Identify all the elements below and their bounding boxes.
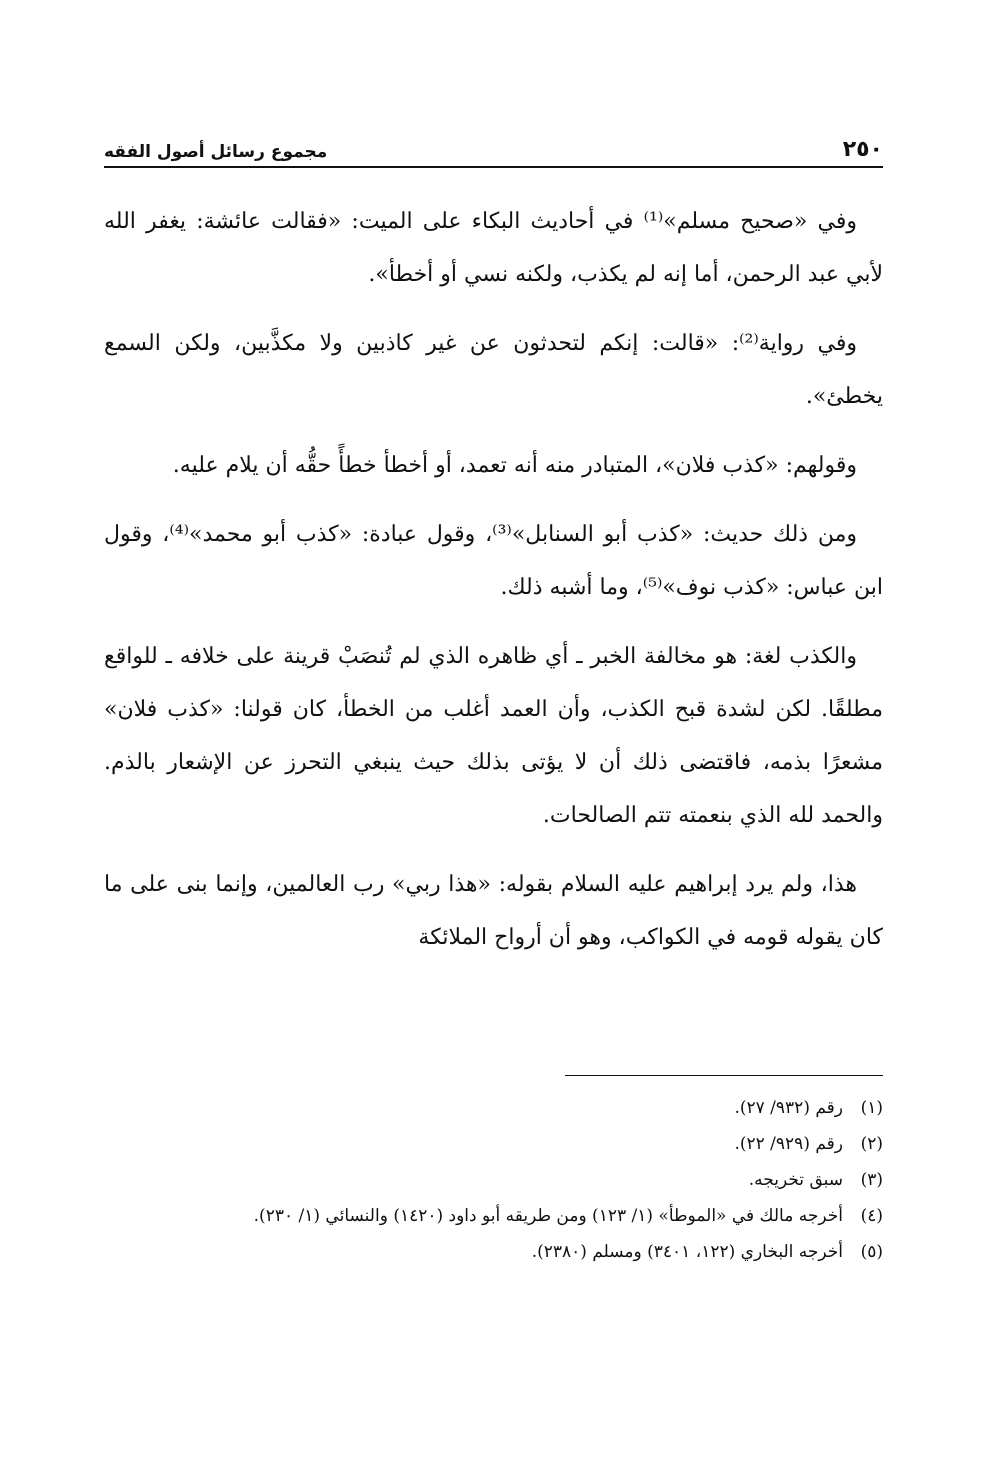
footnote-text: سبق تخريجه.: [748, 1170, 843, 1190]
footnote-number: (١): [860, 1098, 883, 1118]
paragraph: ومن ذلك حديث: «كذب أبو السنابل»⁽³⁾، وقول عبادة: «كذب أبو محمد»⁽⁴⁾، وقول ابن عباس: «كذب نوف»⁽⁵⁾، وما أشبه ذلك.: [104, 522, 883, 600]
footnote: [104, 1090, 883, 1126]
footnote-number: (٥): [860, 1242, 883, 1262]
footnote-separator: [565, 1075, 883, 1076]
footnote-number: (٢): [860, 1134, 883, 1154]
paragraph: هذا، ولم يرد إبراهيم عليه السلام بقوله: «هذا ربي» رب العالمين، وإنما بنى على ما كان يقوله قومه في الكواكب، وهو أن أرواح الملائكة: [104, 872, 883, 950]
paragraph: وفي رواية⁽²⁾: «قالت: إنكم لتحدثون عن غير كاذبين ولا مكذَّبين، ولكن السمع يخطئ».: [104, 331, 883, 409]
footnote: [104, 1162, 883, 1198]
main-text: [104, 195, 883, 980]
footnote: [104, 1126, 883, 1162]
paragraph: وقولهم: «كذب فلان»، المتبادر منه أنه تعمد، أو أخطأ خطأً حقُّه أن يلام عليه.: [172, 453, 857, 478]
footnote-text: أخرجه البخاري (١٢٢، ٣٤٠١) ومسلم (٢٣٨٠).: [531, 1242, 843, 1262]
footnotes: [104, 1090, 883, 1270]
footnote-text: رقم (٩٣٢/ ٢٧).: [734, 1098, 843, 1118]
paragraph: والكذب لغة: هو مخالفة الخبر ـ أي ظاهره الذي لم تُنصَبْ قرينة على خلافه ـ للواقع مطلقًا. لكن لشدة قبح الكذب، وأن العمد أغلب من الخطأ، كان قولنا: «كذب فلان» مشعرًا بذمه، فاقتضى ذلك أن لا يؤتى بذلك حيث ينبغي التحرز عن الإشعار بالذم. والحمد لله الذي بنعمته تتم الصالحات.: [104, 644, 883, 828]
paragraph: وفي «صحيح مسلم»⁽¹⁾ في أحاديث البكاء على الميت: «فقالت عائشة: يغفر الله لأبي عبد الرحمن، أما إنه لم يكذب، ولكنه نسي أو أخطأ».: [104, 209, 883, 287]
footnote-text: رقم (٩٢٩/ ٢٢).: [734, 1134, 843, 1154]
footnote: [104, 1198, 883, 1234]
footnote: [104, 1234, 883, 1270]
footnote-text: أخرجه مالك في «الموطأ» (١/ ١٢٣) ومن طريقه أبو داود (١٤٢٠) والنسائي (١/ ٢٣٠).: [253, 1206, 843, 1226]
running-title: مجموع رسائل أصول الفقه: [104, 142, 328, 162]
footnote-number: (٣): [860, 1170, 883, 1190]
footnote-number: (٤): [860, 1206, 883, 1226]
page-header: [104, 128, 883, 168]
page-number: ٢٥٠: [842, 137, 883, 162]
